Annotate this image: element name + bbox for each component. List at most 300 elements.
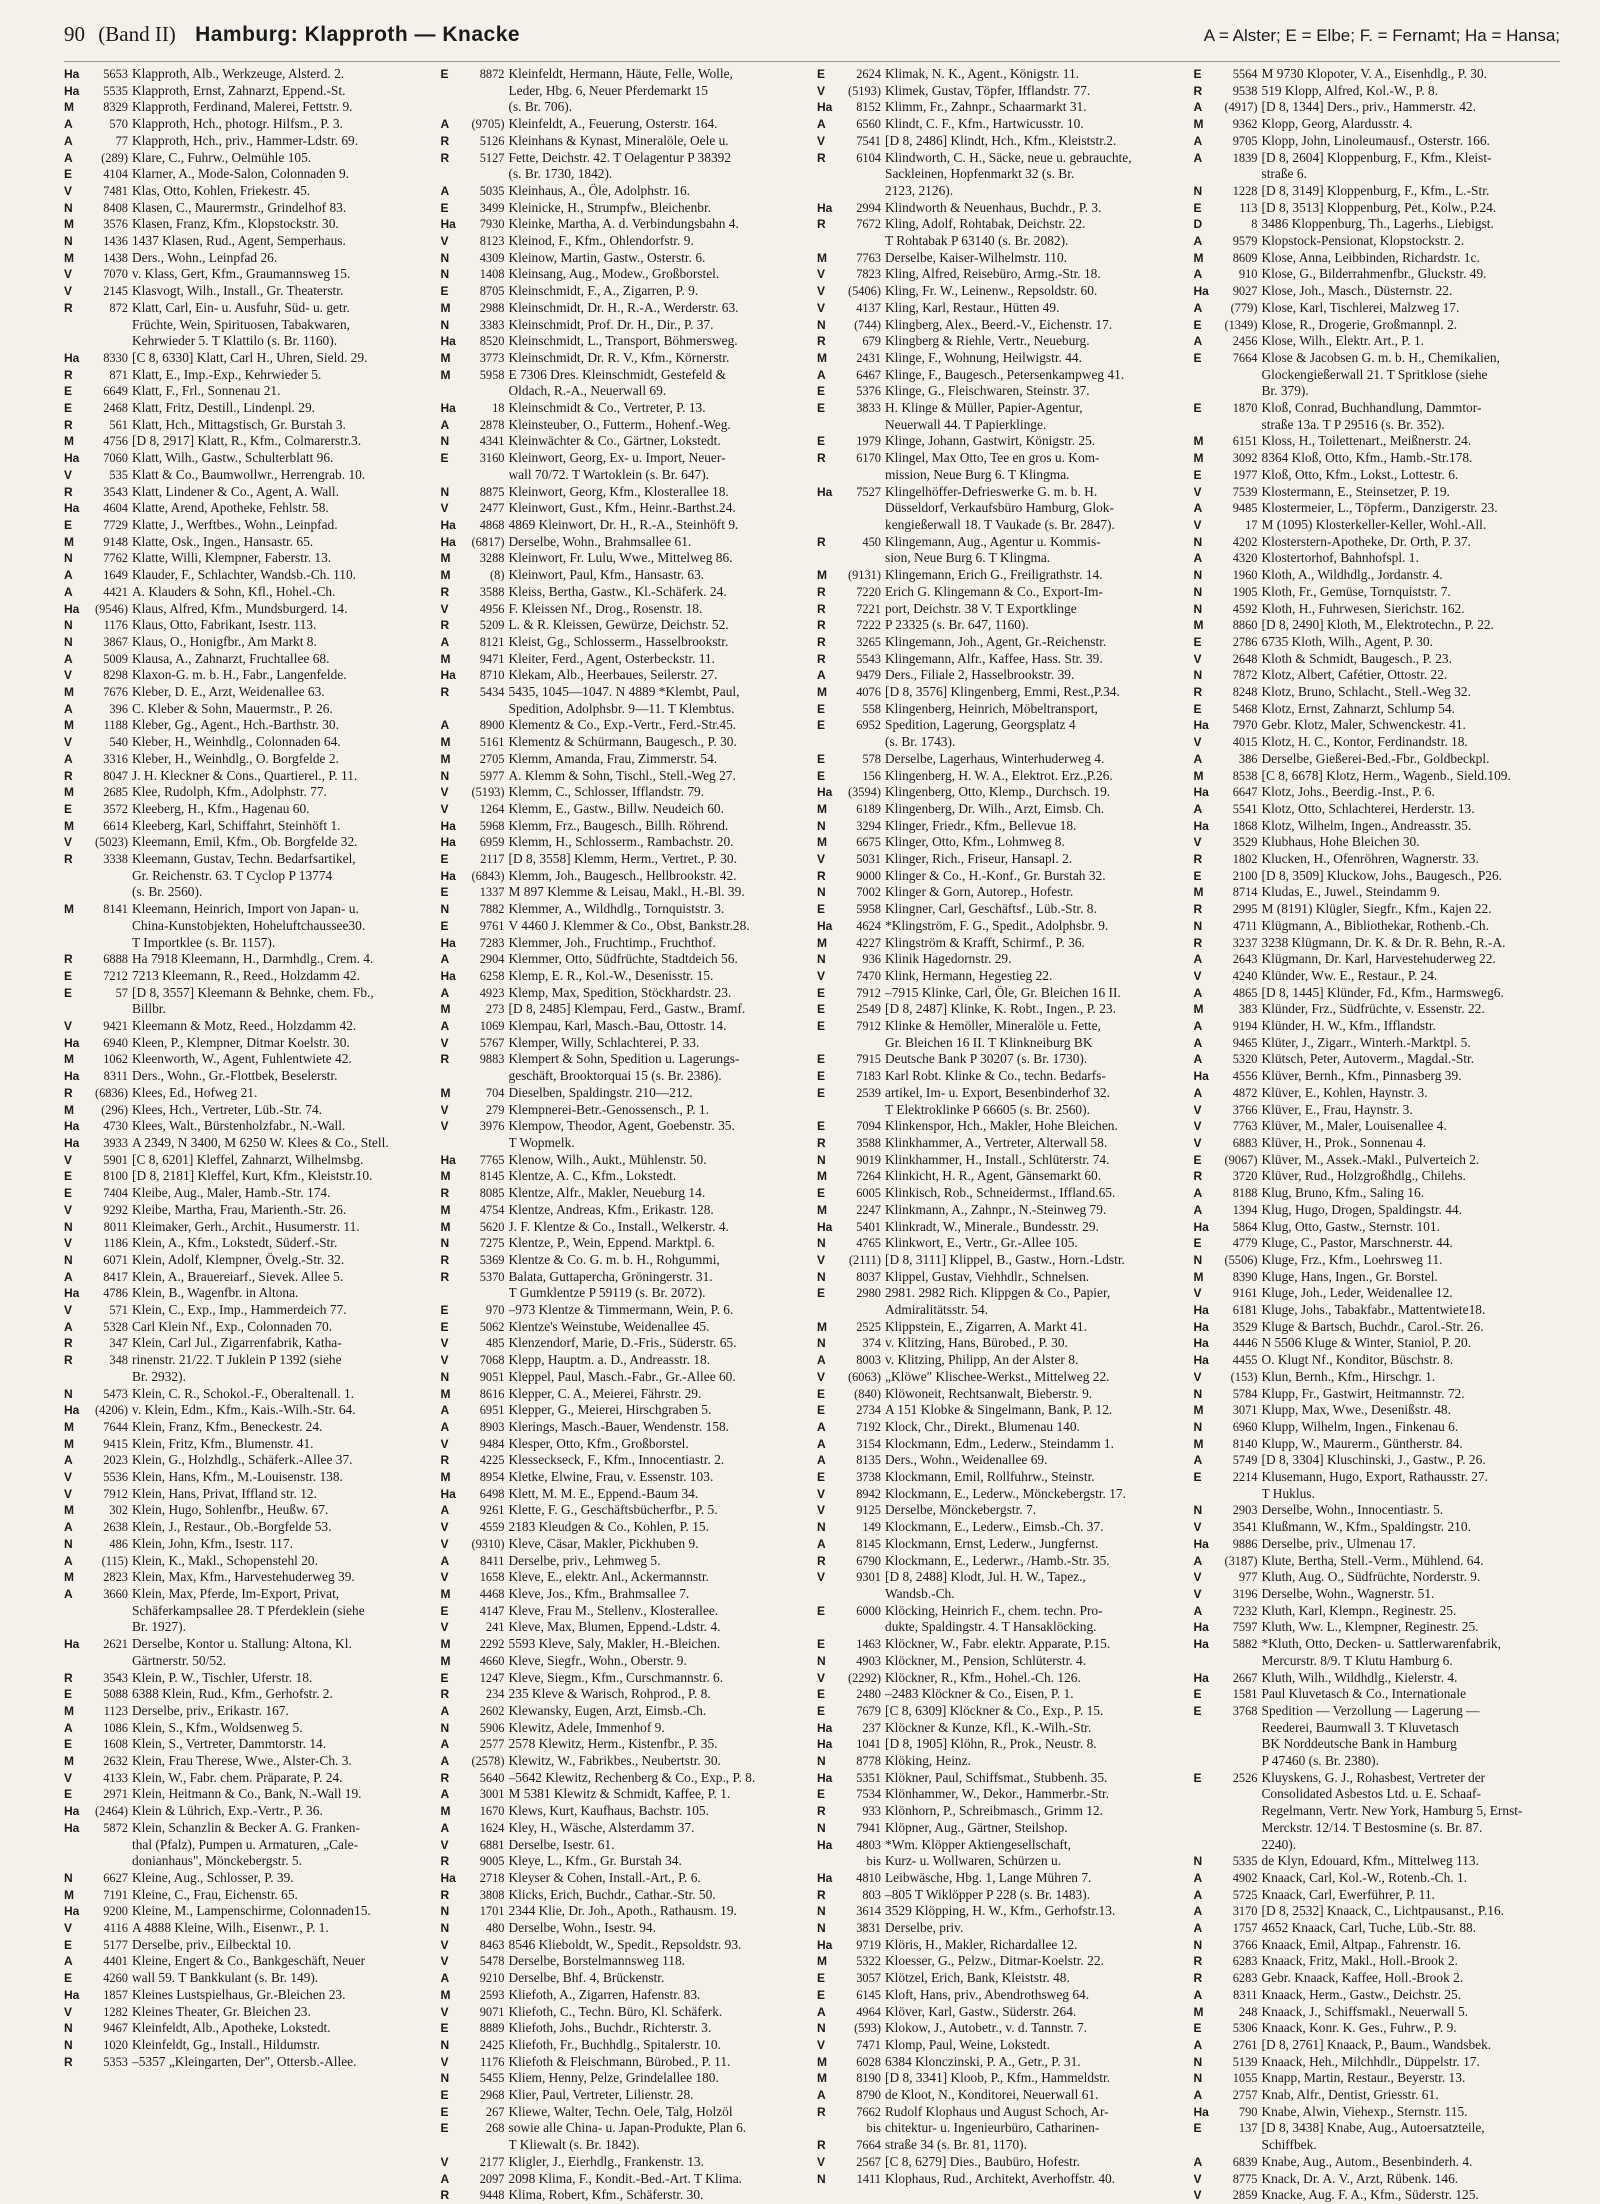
- entry-text: [D 8, 2532] Knaack, C., Lichtpausanst., P.16.: [1261, 1903, 1504, 1919]
- phone-number: 8609: [1232, 250, 1258, 265]
- phone-number: 3170: [1232, 1904, 1258, 1919]
- directory-entry: [817, 550, 1184, 567]
- entry-text: „Klöwe" Klischee-Werkst., Mittelweg 22.: [885, 1368, 1110, 1384]
- phone-number: 6951: [479, 1403, 505, 1418]
- entry-text: Klockmann, E., Lederw., Mönckebergstr. 17.: [885, 1485, 1126, 1501]
- directory-entry: [1194, 317, 1561, 334]
- directory-entry: [817, 1152, 1184, 1169]
- phone-number: 273: [485, 1002, 505, 1017]
- entry-text: Kluth, Karl, Klempn., Reginestr. 25.: [1261, 1602, 1457, 1618]
- phone-exchange-zone: Ha: [64, 1804, 80, 1819]
- phone-exchange-zone: V: [817, 267, 826, 282]
- phone-number: (2111): [848, 1252, 881, 1267]
- phone-number: 9071: [479, 2004, 505, 2019]
- phone-number: 2477: [479, 501, 505, 516]
- phone-exchange-zone: V: [64, 1019, 73, 1034]
- phone-number: 7094: [856, 1119, 881, 1134]
- phone-number: 2718: [479, 1870, 505, 1885]
- directory-entry: [817, 183, 1184, 200]
- entry-text: Klapproth, Ferdinand, Malerei, Fettstr. 9.: [132, 99, 353, 115]
- phone-number: 1905: [1232, 584, 1258, 599]
- directory-entry: [1194, 701, 1561, 718]
- phone-number: 8714: [1232, 885, 1258, 900]
- entry-text: Erich G. Klingemann & Co., Export-Im-: [885, 583, 1103, 599]
- phone-number: 9019: [856, 1152, 881, 1167]
- entry-text: Klesseckseck, F., Kfm., Innocentiastr. 2.: [508, 1452, 725, 1468]
- entry-text: Kliefoth, Fr., Buchhdlg., Spitalerstr. 10.: [508, 2036, 721, 2052]
- directory-entry: [441, 317, 808, 334]
- phone-exchange-zone: A: [817, 668, 826, 683]
- phone-exchange-zone: A: [64, 1553, 73, 1568]
- entry-text: Klingenberg, Otto, Klemp., Durchsch. 19.: [885, 784, 1111, 800]
- phone-number: 4604: [103, 501, 128, 516]
- phone-exchange-zone: E: [817, 1019, 826, 1034]
- directory-entry: [1194, 951, 1561, 968]
- phone-number: 6467: [856, 367, 881, 382]
- phone-exchange-zone: R: [440, 1453, 450, 1468]
- directory-entry: [441, 1887, 808, 1904]
- entry-text: Klemm, E., Gastw., Billw. Neudeich 60.: [508, 800, 724, 816]
- entry-text: Klemmer, Otto, Südfrüchte, Stadtdeich 56.: [508, 951, 738, 967]
- phone-number: 4468: [479, 1586, 505, 1601]
- phone-exchange-zone: Ha: [440, 818, 456, 833]
- phone-exchange-zone: A: [817, 1453, 826, 1468]
- phone-exchange-zone: R: [1193, 1971, 1203, 1986]
- directory-entry: [64, 1269, 431, 1286]
- entry-text: Klimm, Fr., Zahnpr., Schaarmarkt 31.: [885, 99, 1087, 115]
- phone-number: 4015: [1232, 735, 1258, 750]
- phone-exchange-zone: V: [440, 501, 449, 516]
- phone-number: 3543: [103, 1670, 128, 1685]
- entry-text: Klempau, Karl, Masch.-Bau, Ottostr. 14.: [508, 1018, 727, 1034]
- entry-text: sion, Neue Burg 6. T Klingma.: [885, 550, 1051, 566]
- phone-number: 5320: [1232, 1052, 1258, 1067]
- directory-entry: [64, 300, 431, 317]
- phone-exchange-zone: A: [1193, 551, 1203, 566]
- phone-exchange-zone: V: [817, 852, 826, 867]
- phone-number: 1649: [103, 568, 128, 583]
- phone-number: 871: [109, 367, 128, 382]
- directory-entry: [441, 851, 808, 868]
- entry-text: Ders., Wohn., Leinpfad 26.: [132, 249, 278, 265]
- entry-text: Ders., Filiale 2, Hasselbrookstr. 39.: [885, 667, 1075, 683]
- entry-text: Klöwoneit, Rechtsanwalt, Bieberstr. 9.: [885, 1385, 1093, 1401]
- directory-entry: [1194, 1586, 1561, 1603]
- entry-text: Knaack, Herm., Gastw., Deichstr. 25.: [1261, 1986, 1462, 2002]
- entry-text: Klügmann, A., Bibliothekar, Rothenb.-Ch.: [1261, 917, 1489, 933]
- directory-entry: [441, 266, 808, 283]
- phone-exchange-zone: [64, 1653, 82, 1670]
- phone-number: 2685: [103, 785, 128, 800]
- directory-entry: [1194, 450, 1561, 467]
- phone-exchange-zone: [441, 1068, 459, 1085]
- entry-text: Klüver, Bernh., Kfm., Pinnasberg 39.: [1261, 1068, 1462, 1084]
- phone-number: 3588: [856, 1136, 881, 1150]
- phone-exchange-zone: M: [440, 367, 451, 382]
- directory-entry: [64, 1887, 431, 1904]
- entry-text: Klusemann, Hugo, Export, Rathausstr. 27.: [1261, 1469, 1489, 1485]
- phone-exchange-zone: R: [64, 1353, 73, 1368]
- entry-text: Klindt, C. F., Kfm., Hartwicusstr. 10.: [885, 116, 1084, 132]
- entry-text: M (1095) Klosterkeller-Keller, Wohl.-All.: [1261, 516, 1487, 532]
- directory-entry: [817, 1820, 1184, 1837]
- directory-entry: [441, 1820, 808, 1837]
- phone-exchange-zone: R: [817, 1887, 826, 1902]
- phone-exchange-zone: [441, 1135, 459, 1152]
- entry-text: Derselbe, Kontor u. Stallung: Altona, Kl.: [132, 1636, 352, 1652]
- entry-text: [D 8, 2490] Kloth, M., Elektrotechn., P. 22.: [1261, 617, 1494, 633]
- directory-entry: [1194, 634, 1561, 651]
- phone-number: 4592: [1232, 601, 1258, 616]
- directory-entry: [817, 2154, 1184, 2171]
- phone-number: 9161: [1232, 1286, 1258, 1301]
- phone-exchange-zone: V: [440, 1570, 449, 1585]
- entry-text: Kling, Adolf, Rohtabak, Deichstr. 22.: [885, 216, 1086, 232]
- phone-number: 4341: [479, 434, 505, 449]
- directory-entry: [64, 1469, 431, 1486]
- directory-entry: [441, 233, 808, 250]
- directory-entry: [441, 2120, 808, 2137]
- directory-entry: [817, 1920, 1184, 1937]
- directory-entry: [817, 1670, 1184, 1687]
- phone-exchange-zone: E: [817, 384, 826, 399]
- directory-entry: [1194, 1085, 1561, 1102]
- phone-exchange-zone: R: [64, 2054, 73, 2069]
- phone-exchange-zone: M: [64, 1436, 74, 1451]
- phone-exchange-zone: E: [64, 401, 73, 416]
- phone-number: 571: [109, 1303, 128, 1318]
- directory-entry: [1194, 1285, 1561, 1302]
- entry-text: –7915 Klinke, Carl, Öle, Gr. Bleichen 16 II.: [885, 984, 1121, 1000]
- directory-entry: [817, 300, 1184, 317]
- phone-number: 4559: [479, 1520, 505, 1535]
- entry-text: Leibwäsche, Hbg. 1, Lange Mühren 7.: [885, 1869, 1092, 1885]
- phone-exchange-zone: R: [1193, 902, 1203, 917]
- entry-text: Kleyser & Cohen, Install.-Art., P. 6.: [508, 1869, 701, 1885]
- phone-exchange-zone: R: [440, 1252, 450, 1267]
- phone-number: [459, 1285, 509, 1302]
- phone-number: 57: [115, 985, 128, 1000]
- directory-entry: [1194, 1853, 1561, 1870]
- phone-number: 3092: [1232, 451, 1258, 466]
- entry-text: Klünder, H. W., Kfm., Ifflandstr.: [1261, 1018, 1436, 1034]
- entry-text: Fette, Deichstr. 42. T Oelagentur P 38392: [508, 149, 732, 165]
- phone-number: 9719: [856, 1937, 881, 1952]
- phone-exchange-zone: R: [817, 1553, 826, 1568]
- phone-exchange-zone: R: [1193, 83, 1203, 98]
- phone-exchange-zone: A: [1193, 300, 1203, 315]
- phone-exchange-zone: M: [64, 818, 74, 833]
- phone-exchange-zone: V: [64, 267, 73, 282]
- phone-number: 6940: [103, 1035, 128, 1050]
- directory-entry: [64, 216, 431, 233]
- phone-number: 2456: [1232, 334, 1258, 349]
- phone-number: 9484: [479, 1436, 505, 1451]
- phone-number: 113: [1239, 200, 1258, 215]
- phone-number: 9200: [103, 1904, 128, 1919]
- entry-text: Regelmann, Vertr. New York, Hamburg 5, Ernst-: [1261, 1803, 1523, 1819]
- entry-text: M 897 Klemme & Leisau, Makl., H.-Bl. 39.: [508, 884, 745, 900]
- entry-text: Glockengießerwall 21. T Spritklose (siehe: [1261, 366, 1488, 382]
- directory-entry: [817, 617, 1184, 634]
- phone-number: [835, 517, 885, 534]
- phone-number: 2100: [1232, 868, 1258, 883]
- directory-entry: [64, 367, 431, 384]
- directory-entry: [1194, 1953, 1561, 1970]
- entry-text: Klein, C., Exp., Imp., Hammerdeich 77.: [132, 1302, 347, 1318]
- phone-exchange-zone: R: [440, 685, 450, 700]
- phone-number: 1608: [103, 1737, 128, 1752]
- entry-text: Paul Kluvetasch & Co., Internationale: [1261, 1686, 1467, 1702]
- phone-exchange-zone: R: [440, 1687, 450, 1702]
- phone-number: 8298: [103, 668, 128, 683]
- phone-exchange-zone: A: [64, 1453, 73, 1468]
- directory-entry: [1194, 484, 1561, 501]
- directory-entry: [817, 1703, 1184, 1720]
- directory-entry: [1194, 367, 1561, 384]
- entry-text: 8546 Klieboldt, W., Spedit., Repsoldstr. 93.: [508, 1936, 742, 1952]
- entry-text: [D 8, 1905] Klöhn, R., Prok., Neustr. 8.: [885, 1736, 1097, 1752]
- phone-number: 3499: [479, 200, 505, 215]
- phone-exchange-zone: A: [64, 568, 73, 583]
- entry-text: Klose & Jacobsen G. m. b. H., Chemikalien,: [1261, 349, 1500, 365]
- phone-exchange-zone: E: [440, 1303, 449, 1318]
- directory-entry: [64, 1703, 431, 1720]
- entry-text: Kleemann & Motz, Reed., Holzdamm 42.: [132, 1018, 357, 1034]
- phone-exchange-zone: M: [64, 685, 74, 700]
- phone-exchange-zone: Ha: [817, 1720, 833, 1735]
- phone-number: 6614: [103, 818, 128, 833]
- entry-text: Klauder, F., Schlachter, Wandsb.-Ch. 110.: [132, 567, 357, 583]
- phone-exchange-zone: N: [817, 2021, 826, 2036]
- directory-entry: [64, 1202, 431, 1219]
- directory-entry: [64, 1369, 431, 1386]
- directory-entry: [1194, 166, 1561, 183]
- entry-text: Knapp, Martin, Restaur., Beyerstr. 13.: [1261, 2070, 1466, 2086]
- phone-exchange-zone: Ha: [1193, 284, 1209, 299]
- entry-text: Klinkenspor, Hch., Makler, Hohe Bleichen.: [885, 1118, 1118, 1134]
- entry-text: Kloesser, G., Pelzw., Ditmar-Koelstr. 22.: [885, 1953, 1104, 1969]
- directory-entry: [817, 968, 1184, 985]
- phone-exchange-zone: N: [440, 1369, 450, 1384]
- phone-exchange-zone: E: [64, 968, 73, 983]
- entry-text: Kurz- u. Wollwaren, Schürzen u.: [885, 1853, 1062, 1869]
- directory-entry: [441, 918, 808, 935]
- directory-entry: [64, 1786, 431, 1803]
- phone-exchange-zone: V: [1193, 735, 1202, 750]
- entry-text: Früchte, Wein, Spirituosen, Tabakwaren,: [132, 316, 351, 332]
- phone-number: 6258: [479, 968, 505, 983]
- phone-exchange-zone: E: [64, 1186, 73, 1201]
- directory-entry: [64, 1970, 431, 1987]
- phone-exchange-zone: R: [1193, 1169, 1203, 1184]
- entry-text: Klatt & Co., Baumwollwr., Herrengrab. 10.: [132, 466, 366, 482]
- phone-number: 3933: [103, 1136, 128, 1150]
- phone-number: 6181: [1232, 1303, 1258, 1318]
- phone-exchange-zone: M: [440, 1085, 451, 1100]
- phone-exchange-zone: A: [1193, 2154, 1203, 2169]
- directory-entry: [441, 283, 808, 300]
- phone-exchange-zone: A: [1193, 1921, 1203, 1936]
- phone-exchange-zone: A: [1193, 1052, 1203, 1067]
- phone-number: 5468: [1232, 701, 1258, 716]
- entry-text: –5357 „Kleingarten, Der", Ottersb.-Allee.: [132, 2053, 357, 2069]
- directory-entry: [1194, 1619, 1561, 1636]
- phone-number: 1176: [103, 618, 128, 633]
- entry-text: (s. Br. 1743).: [885, 734, 956, 750]
- entry-text: Klug, Hugo, Drogen, Spaldingstr. 44.: [1261, 1201, 1462, 1217]
- directory-entry: [441, 1118, 808, 1135]
- entry-text: 235 Kleve & Warisch, Rohprod., P. 8.: [508, 1686, 711, 1702]
- entry-text: Klaus, O., Honigfbr., Am Markt 8.: [132, 633, 317, 649]
- phone-number: 7872: [1232, 668, 1258, 683]
- phone-number: 790: [1238, 2104, 1258, 2119]
- phone-exchange-zone: Ha: [64, 501, 80, 516]
- phone-exchange-zone: A: [64, 1319, 73, 1334]
- entry-text: Klock, Chr., Direkt., Blumenau 140.: [885, 1418, 1080, 1434]
- phone-exchange-zone: A: [440, 2171, 450, 2186]
- phone-number: 2567: [856, 2154, 881, 2169]
- phone-exchange-zone: M: [64, 534, 74, 549]
- phone-exchange-zone: [817, 467, 835, 484]
- entry-text: Klein, Frau Therese, Wwe., Alster-Ch. 3.: [132, 1753, 352, 1769]
- directory-entry: [1194, 1319, 1561, 1336]
- phone-exchange-zone: V: [440, 234, 449, 249]
- directory-entry: [817, 1085, 1184, 1102]
- entry-text: Klepp, Hauptm. a. D., Andreasstr. 18.: [508, 1352, 711, 1368]
- phone-number: 4903: [856, 1653, 881, 1668]
- phone-number: 4556: [1232, 1069, 1258, 1084]
- directory-entry: [64, 500, 431, 517]
- entry-text: port, Deichstr. 38 V. T Exportklinge: [885, 600, 1077, 616]
- phone-exchange-zone: M: [64, 1102, 74, 1117]
- phone-number: 8: [1251, 217, 1258, 232]
- phone-exchange-zone: E: [817, 1703, 826, 1718]
- directory-entry: [441, 2087, 808, 2104]
- entry-text: 519 Klopp, Alfred, Kol.-W., P. 8.: [1261, 82, 1439, 98]
- directory-entry: [817, 2104, 1184, 2121]
- entry-text: 7213 Kleemann, R., Reed., Holzdamm 42.: [132, 967, 360, 983]
- phone-exchange-zone: N: [440, 1904, 450, 1919]
- entry-text: Klökner, Paul, Schiffsmat., Stubbenh. 35.: [885, 1769, 1108, 1785]
- directory-entry: [817, 200, 1184, 217]
- phone-number: 237: [862, 1720, 881, 1735]
- phone-exchange-zone: E: [1193, 67, 1202, 81]
- phone-number: 3057: [856, 1971, 881, 1986]
- phone-number: 2621: [103, 1637, 128, 1652]
- entry-text: 2123, 2126).: [885, 182, 954, 198]
- directory-entry: [817, 1402, 1184, 1419]
- entry-text: Klug, Otto, Gastw., Sternstr. 101.: [1261, 1218, 1440, 1234]
- phone-number: [1212, 1786, 1262, 1803]
- directory-entry: [441, 1853, 808, 1870]
- phone-exchange-zone: R: [817, 634, 826, 649]
- directory-entry: [64, 1068, 431, 1085]
- phone-number: 3766: [1232, 1937, 1258, 1952]
- directory-entry: [64, 2054, 431, 2071]
- phone-number: 704: [485, 1085, 505, 1100]
- phone-exchange-zone: M: [440, 551, 451, 566]
- directory-entry: [817, 534, 1184, 551]
- entry-text: Knack, Dr. A. V., Arzt, Rübenk. 146.: [1261, 2170, 1459, 2186]
- phone-exchange-zone: V: [440, 1837, 449, 1852]
- phone-exchange-zone: Ha: [817, 1770, 833, 1785]
- entry-text: Klatte, Arend, Apotheke, Fehlstr. 58.: [132, 500, 329, 516]
- entry-text: [D 8, 3111] Klippel, B., Gastw., Horn.-Ldstr.: [885, 1251, 1125, 1267]
- phone-exchange-zone: V: [440, 1520, 449, 1535]
- phone-exchange-zone: [817, 417, 835, 434]
- entry-text: Klupp, Wilhelm, Ingen., Finkenau 6.: [1261, 1418, 1459, 1434]
- entry-text: Kluth, Wilh., Wildhdlg., Kielerstr. 4.: [1261, 1669, 1458, 1685]
- phone-number: 7070: [103, 267, 128, 282]
- directory-entry: [817, 66, 1184, 83]
- phone-number: 1408: [479, 267, 505, 282]
- phone-exchange-zone: N: [64, 618, 73, 633]
- phone-exchange-zone: A: [64, 701, 73, 716]
- entry-text: [D 8, 3513] Kloppenburg, Pet., Kolw., P.24.: [1261, 199, 1497, 215]
- entry-text: Kleinhans & Kynast, Mineralöle, Oele u.: [508, 132, 729, 148]
- entry-text: mission, Neue Burg 6. T Klingma.: [885, 466, 1070, 482]
- directory-entry: [441, 1786, 808, 1803]
- entry-text: wall 59. T Bankkulant (s. Br. 149).: [132, 1970, 319, 1986]
- phone-exchange-zone: E: [817, 1603, 826, 1618]
- entry-text: Ders., Wohn., Gr.-Flottbek, Beselerstr.: [132, 1068, 338, 1084]
- phone-exchange-zone: A: [817, 117, 826, 132]
- phone-exchange-zone: [64, 1837, 82, 1854]
- entry-text: Klöckner, W., Fabr. elektr. Apparate, P.15.: [885, 1636, 1111, 1652]
- entry-text: Kloth & Schmidt, Baugesch., P. 23.: [1261, 650, 1452, 666]
- phone-number: 396: [109, 701, 128, 716]
- directory-entry: [817, 1486, 1184, 1503]
- entry-text: [C 8, 6678] Klotz, Herm., Wagenb., Sield.109.: [1261, 767, 1511, 783]
- directory-entry: [441, 1937, 808, 1954]
- phone-exchange-zone: N: [1193, 1503, 1203, 1518]
- phone-number: 7527: [856, 484, 881, 499]
- entry-text: Klein & Lührich, Exp.-Vertr., P. 36.: [132, 1803, 323, 1819]
- entry-text: Klaus, Alfred, Kfm., Mundsburgerd. 14.: [132, 600, 348, 616]
- entry-text: Merckstr. 12/14. T Bestosmine (s. Br. 87.: [1261, 1819, 1483, 1835]
- directory-column: [817, 66, 1184, 2204]
- directory-entry: [441, 951, 808, 968]
- entry-text: Klotz, Otto, Schlachterei, Herderstr. 13.: [1261, 800, 1475, 816]
- directory-entry: [441, 2137, 808, 2154]
- phone-number: 2980: [856, 1286, 881, 1301]
- directory-entry: [1194, 250, 1561, 267]
- entry-text: Klinger, Rich., Friseur, Hansapl. 2.: [885, 851, 1073, 867]
- phone-number: 5401: [856, 1219, 881, 1234]
- directory-entry: [1194, 467, 1561, 484]
- phone-number: 8100: [103, 1169, 128, 1184]
- entry-text: N 5506 Kluge & Winter, Staniol, P. 20.: [1261, 1335, 1472, 1351]
- entry-text: (s. Br. 706).: [508, 99, 573, 115]
- phone-number: (2464): [94, 1804, 128, 1819]
- phone-number: 6170: [856, 451, 881, 466]
- entry-text: Klapproth, Alb., Werkzeuge, Alsterd. 2.: [132, 66, 345, 81]
- phone-exchange-zone: V: [64, 1486, 73, 1501]
- directory-entry: [1194, 2087, 1561, 2104]
- phone-number: 7672: [856, 217, 881, 232]
- directory-entry: [64, 1235, 431, 1252]
- phone-number: 9705: [1232, 133, 1258, 148]
- phone-number: 936: [862, 952, 881, 967]
- phone-exchange-zone: V: [1193, 968, 1202, 983]
- directory-entry: [64, 1436, 431, 1453]
- phone-exchange-zone: E: [817, 401, 826, 416]
- directory-entry: [1194, 1302, 1561, 1319]
- entry-text: Kleines Lustspielhaus, Gr.-Bleichen 23.: [132, 1986, 346, 2002]
- directory-entry: [441, 601, 808, 618]
- directory-entry: [817, 2054, 1184, 2071]
